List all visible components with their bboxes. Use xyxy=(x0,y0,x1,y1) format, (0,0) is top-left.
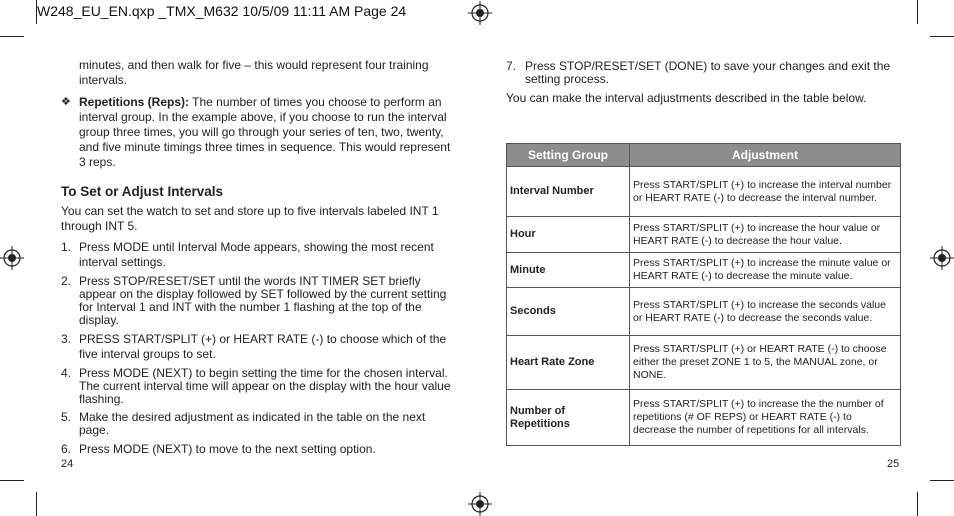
adjustment-cell: Press START/SPLIT (+) to increase the interval number or HEART RATE (-) to decrease the interval number. xyxy=(630,167,901,217)
print-slug: W248_EU_EN.qxp _TMX_M632 10/5/09 11:11 AM Page 24 xyxy=(37,3,407,19)
setting-group-cell: Hour xyxy=(507,217,630,253)
table-row xyxy=(507,336,901,390)
setting-group-cell: Number of Repetitions xyxy=(507,390,630,446)
step-item xyxy=(61,367,456,406)
repetitions-text: The number of times you choose to perform an interval group. In the example above, if you choose to run the interval group three times, you will go through your series of ten, two, twenty, and five minute timings three times in sequence. This would represent 3 reps. xyxy=(79,95,451,169)
adjustment-cell: Press START/SPLIT (+) to increase the seconds value or HEART RATE (-) to decrease the seconds value. xyxy=(630,288,901,336)
crop-mark xyxy=(930,480,954,481)
repetitions-bullet xyxy=(61,95,456,170)
step-number: 7. xyxy=(506,59,517,73)
crop-mark xyxy=(0,480,24,481)
section-heading: To Set or Adjust Intervals xyxy=(61,184,224,199)
table-intro-note: You can make the interval adjustments described in the table below. xyxy=(506,91,867,105)
setting-group-cell: Seconds xyxy=(507,288,630,336)
crop-mark xyxy=(0,36,24,37)
crop-mark xyxy=(917,492,918,516)
step-number: 5. xyxy=(61,410,72,424)
crop-mark xyxy=(36,0,37,24)
page-number-left: 24 xyxy=(61,458,74,470)
step-number: 1. xyxy=(61,240,72,254)
registration-mark-icon xyxy=(0,246,24,270)
registration-mark-icon xyxy=(468,1,492,25)
step-item xyxy=(506,60,901,86)
table-row xyxy=(507,217,901,253)
registration-mark-icon xyxy=(930,246,954,270)
step-number: 6. xyxy=(61,442,72,456)
adjustment-cell: Press START/SPLIT (+) or HEART RATE (-) to choose either the preset ZONE 1 to 5, the MANUAL zone, or NONE. xyxy=(630,336,901,390)
step-item xyxy=(61,411,456,437)
continuation-text: minutes, and then walk for five – this would represent four training intervals. xyxy=(79,58,429,87)
adjustment-cell: Press START/SPLIT (+) to increase the hour value or HEART RATE (-) to decrease the hour value. xyxy=(630,217,901,253)
setting-group-cell: Heart Rate Zone xyxy=(507,336,630,390)
page-number-right: 25 xyxy=(887,458,900,470)
table-row xyxy=(507,253,901,288)
adjustment-cell: Press START/SPLIT (+) to increase the minute value or HEART RATE (-) to decrease the minute value. xyxy=(630,253,901,288)
table-row xyxy=(507,390,901,446)
table-header-row xyxy=(507,144,901,167)
step-text: Press MODE (NEXT) to begin setting the time for the chosen interval. The current interval time will appear on the display with the hour value flashing. xyxy=(79,366,451,406)
step-text: Press MODE (NEXT) to move to the next setting option. xyxy=(79,442,376,456)
crop-mark xyxy=(36,492,37,516)
step-item xyxy=(61,332,456,362)
interval-settings-table xyxy=(506,143,901,446)
step-item xyxy=(61,275,456,327)
crop-mark xyxy=(930,36,954,37)
column-header-setting-group: Setting Group xyxy=(507,144,630,167)
section-intro: You can set the watch to set and store up to five intervals labeled INT 1 through INT 5. xyxy=(61,204,439,233)
step-number: 4. xyxy=(61,366,72,380)
adjustment-cell: Press START/SPLIT (+) to increase the the number of repetitions (# OF REPS) or HEART RATE (-) to decrease the number of repetitions for all intervals. xyxy=(630,390,901,446)
table-row xyxy=(507,288,901,336)
step-text: Make the desired adjustment as indicated in the table on the next page. xyxy=(79,410,426,437)
column-header-adjustment: Adjustment xyxy=(630,144,901,167)
step-item xyxy=(61,442,456,457)
repetitions-label: Repetitions (Reps): xyxy=(79,95,190,109)
step-text: Press STOP/RESET/SET until the words INT TIMER SET briefly appear on the display followed by SET followed by the current setting for Interval 1 and INT with the number 1 flashing at the top of the display. xyxy=(79,274,447,327)
right-page-column xyxy=(506,60,901,106)
step-item xyxy=(61,240,456,270)
setting-group-cell: Minute xyxy=(507,253,630,288)
step-text: PRESS START/SPLIT (+) or HEART RATE (-) to choose which of the five interval groups to set. xyxy=(79,332,447,361)
step-number: 3. xyxy=(61,332,72,346)
step-number: 2. xyxy=(61,274,72,288)
crop-mark xyxy=(917,0,918,24)
step-text: Press STOP/RESET/SET (DONE) to save your changes and exit the setting process. xyxy=(525,59,891,86)
registration-mark-icon xyxy=(468,492,492,516)
left-page-column xyxy=(61,58,456,462)
setting-group-cell: Interval Number xyxy=(507,167,630,217)
table-row xyxy=(507,167,901,217)
step-text: Press MODE until Interval Mode appears, showing the most recent interval settings. xyxy=(79,240,434,269)
steps-list xyxy=(61,240,456,457)
diamond-bullet-icon: ❖ xyxy=(61,96,71,108)
